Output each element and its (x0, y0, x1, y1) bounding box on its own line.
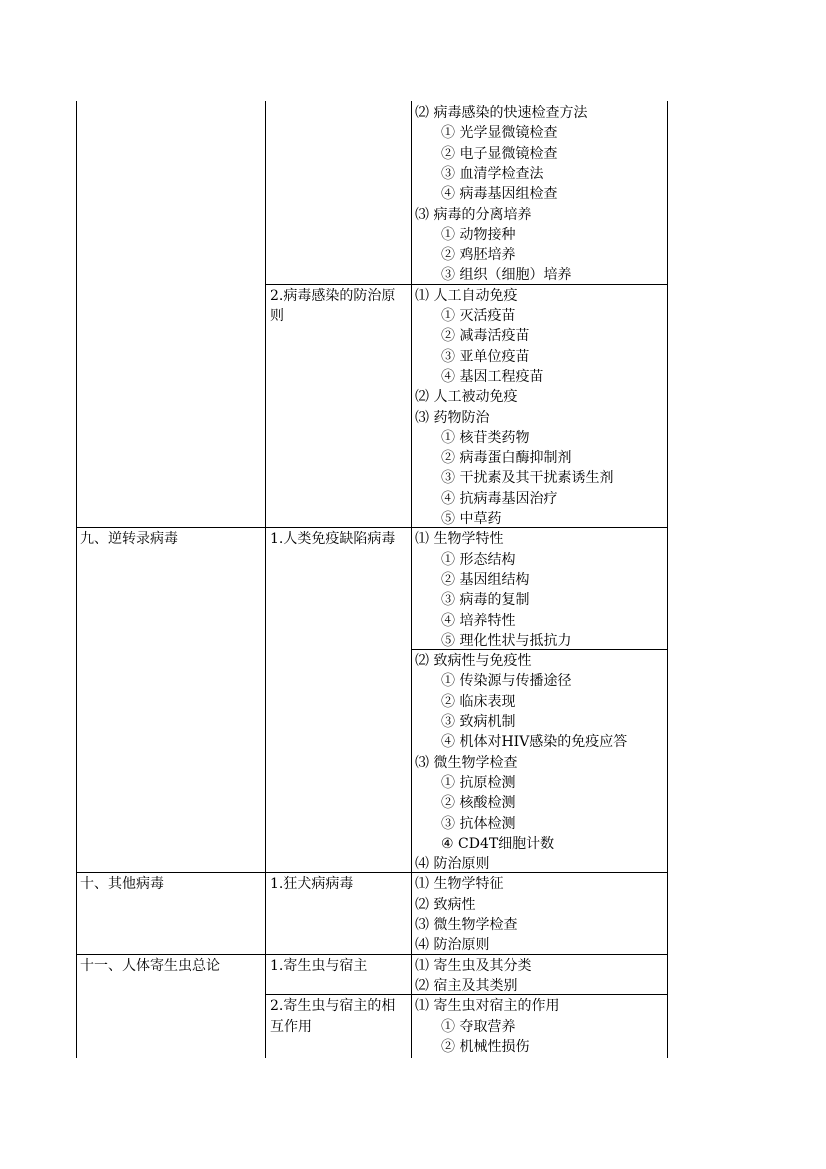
sub-item: ④ 培养特性 (441, 612, 516, 629)
sub-item: ④ 基因工程疫苗 (441, 368, 544, 385)
item: ⑴ 寄生虫及其分类 (415, 957, 532, 974)
column-border-3 (411, 101, 412, 1058)
item: ⑶ 微生物学检查 (415, 754, 518, 771)
sub-item: ② 电子显微镜检查 (441, 145, 558, 162)
sub-item: ③ 病毒的复制 (441, 592, 530, 609)
sub-item: ④ 抗病毒基因治疗 (441, 490, 558, 507)
topic-label: 1.人类免疫缺陷病毒 (270, 531, 396, 548)
topic-label: 互作用 (270, 1018, 312, 1035)
sub-item: ① 形态结构 (441, 551, 516, 568)
category-label: 九、逆转录病毒 (80, 531, 178, 548)
item: ⑶ 微生物学检查 (415, 917, 518, 933)
sub-item: ③ 组织（细胞）培养 (441, 267, 572, 284)
sub-item: ③ 干扰素及其干扰素诱生剂 (441, 470, 614, 487)
item: ⑵ 病毒感染的快速检查方法 (415, 105, 588, 121)
sub-item: ② 病毒蛋白酶抑制剂 (441, 450, 572, 467)
sub-item: ① 传染源与传播途径 (441, 673, 572, 690)
item: ⑷ 防治原则 (415, 856, 490, 873)
topic-label: 1.寄生虫与宿主 (270, 957, 368, 974)
row-border (265, 284, 667, 285)
sub-item: ① 灭活疫苗 (441, 308, 516, 324)
row-border (76, 954, 667, 955)
item: ⑴ 生物学特征 (415, 876, 504, 893)
column-border-4 (667, 101, 668, 1058)
sub-item: ① 抗原检测 (441, 774, 516, 791)
topic-label: 2.寄生虫与宿主的相 (270, 998, 396, 1015)
item: ⑴ 寄生虫对宿主的作用 (415, 998, 560, 1015)
topic-label: 2.病毒感染的防治原 (270, 287, 396, 304)
category-label: 十、其他病毒 (80, 876, 164, 893)
sub-item: ① 光学显微镜检查 (441, 125, 558, 142)
row-border (76, 872, 667, 873)
item: ⑵ 致病性 (415, 896, 476, 913)
item: ⑴ 人工自动免疫 (415, 287, 518, 304)
topic-label: 则 (270, 308, 284, 324)
cell-border (411, 649, 667, 650)
sub-item: ③ 抗体检测 (441, 815, 516, 832)
sub-item: ② 核酸检测 (441, 795, 516, 812)
column-border-2 (265, 101, 266, 1058)
row-border (76, 527, 667, 528)
item: ⑵ 人工被动免疫 (415, 389, 518, 406)
sub-item: ① 动物接种 (441, 226, 516, 243)
sub-item: ④ CD4T细胞计数 (441, 835, 555, 852)
topic-label: 1.狂犬病病毒 (270, 876, 354, 893)
sub-item: ③ 亚单位疫苗 (441, 348, 530, 365)
item: ⑶ 药物防治 (415, 409, 490, 426)
sub-item: ① 核苷类药物 (441, 429, 530, 446)
sub-item: ⑤ 理化性状与抵抗力 (441, 632, 572, 649)
item: ⑷ 防治原则 (415, 937, 490, 954)
sub-item: ② 临床表现 (441, 693, 516, 710)
sub-item: ④ 病毒基因组检查 (441, 186, 558, 203)
sub-item: ② 减毒活疫苗 (441, 328, 530, 345)
sub-item: ② 机械性损伤 (441, 1038, 530, 1055)
sub-item: ① 夺取营养 (441, 1018, 516, 1035)
sub-item: ② 基因组结构 (441, 571, 530, 588)
item: ⑵ 宿主及其类别 (415, 977, 518, 994)
sub-item: ③ 血清学检查法 (441, 165, 544, 182)
sub-item: ② 鸡胚培养 (441, 247, 516, 264)
sub-item: ④ 机体对HIV感染的免疫应答 (441, 734, 628, 751)
item: ⑴ 生物学特性 (415, 531, 504, 548)
item: ⑵ 致病性与免疫性 (415, 653, 532, 670)
sub-item: ⑤ 中草药 (441, 511, 502, 527)
row-border (265, 994, 667, 995)
item: ⑶ 病毒的分离培养 (415, 206, 532, 223)
category-label: 十一、人体寄生虫总论 (80, 957, 220, 974)
sub-item: ③ 致病机制 (441, 714, 516, 730)
column-border-1 (76, 101, 77, 1058)
